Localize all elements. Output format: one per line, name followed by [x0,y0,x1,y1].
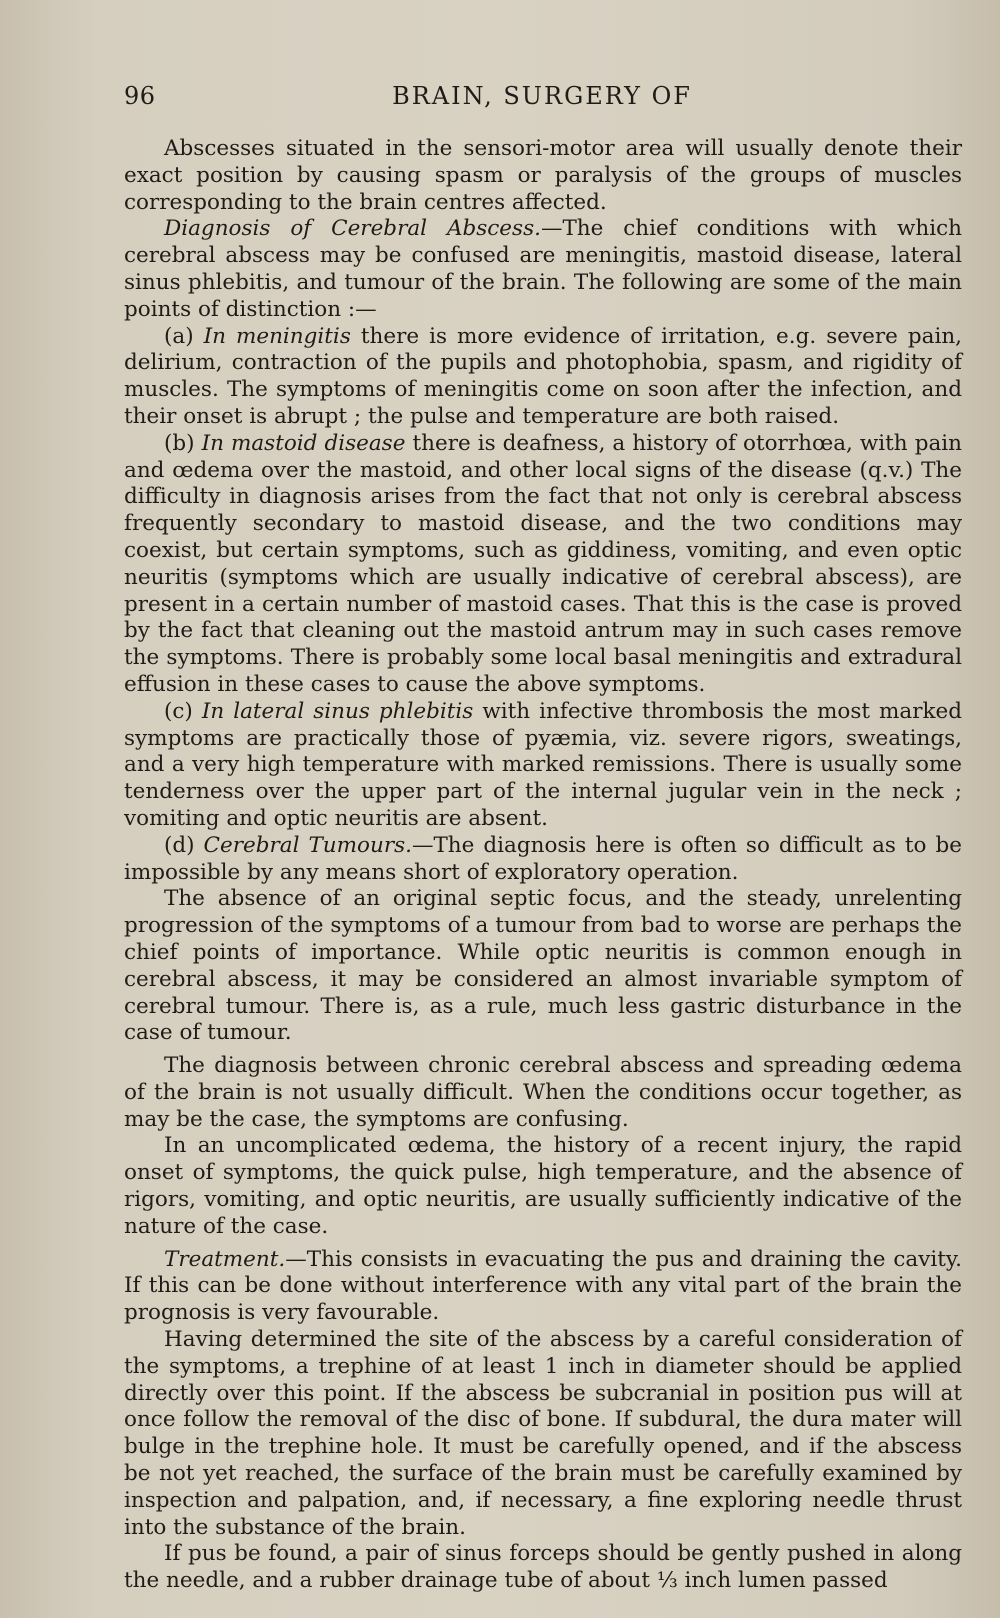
paragraph-trephine: Having determined the site of the abscess by a careful consideration of the symptoms, a trephine of at least 1 inch in diameter should be applied directly over this point. If the abscess be subcranial in position pus will at once follow the removal of the disc of bone. If subdural, the dura mater will bulge in the trephine hole. It must be carefully opened, and if the abscess be not yet reached, the surface of the brain must be carefully examined by inspection and palpation, and, if necessary, a fine exploring needle thrust into the substance of the brain. [124,1327,962,1540]
paragraph-uncomplicated-oedema: In an uncomplicated œdema, the history of a recent injury, the rapid onset of symptoms, the quick pulse, high temperature, and the absence of rigors, vomiting, and optic neuritis, are usually sufficiently indicative of the nature of the case. [124,1133,962,1239]
paragraph-sinus-phlebitis: (c) In lateral sinus phlebitis with infective thrombosis the most marked symptoms are practically those of pyæmia, viz. severe rigors, sweatings, and a very high temperature with marked remissions. There is usually some tenderness over the upper part of the internal jugular vein in the neck ; vomiting and optic neuritis are absent. [124,698,963,831]
section-heading: Diagnosis of Cerebral Abscess. [164,216,541,242]
paragraph-tumours: (d) Cerebral Tumours.—The diagnosis here is often so difficult as to be impossible by any means short of exploratory operation. [124,832,962,885]
paragraph-mastoid: (b) In mastoid disease there is deafness, a history of otorrhœa, with pain and œdema over the mastoid, and other local signs of the disease (q.v.) The difficulty in diagnosis arises from the fact that not only is cerebral abscess frequently secondary to mastoid disease, and the two conditions may coexist, but certain symptoms, such as giddiness, vomiting, and even optic neuritis (symptoms which are usually indicative of cerebral abscess), are present in a certain number of mastoid cases. That this is the case is proved by the fact that cleaning out the mastoid antrum may in such cases remove the symptoms. There is probably some local basal meningitis and extradural effusion in these cases to cause the above symptoms. [124,430,962,697]
body-text [124,136,962,1595]
paragraph-sensori-motor: Abscesses situated in the sensori-motor area will usually denote their exact position by causing spasm or paralysis of the groups of muscles corresponding to the brain centres affected. [124,136,962,215]
page-number: 96 [124,82,156,110]
page-header [124,82,960,116]
paragraph-diagnosis: Diagnosis of Cerebral Abscess.—The chief conditions with which cerebral abscess may be confused are meningitis, mastoid disease, lateral sinus phlebitis, and tumour of the brain. The following are some of the main points of distinction :— [124,216,962,322]
paragraph-pus-found: If pus be found, a pair of sinus forceps should be gently pushed in along the needle, and a rubber drainage tube of about ⅓ inch lumen passed [124,1541,962,1594]
paragraph-septic-focus: The absence of an original septic focus, and the steady, unrelenting progression of the symptoms of a tumour from bad to worse are perhaps the chief points of importance. While optic neuritis is common enough in cerebral abscess, it may be considered an almost invariable symptom of cerebral tumour. There is, as a rule, much less gastric disturbance in the case of tumour. [124,886,962,1046]
section-heading: Treatment. [164,1246,286,1272]
paragraph-meningitis: (a) In meningitis there is more evidence of irritation, e.g. severe pain, delirium, contraction of the pupils and photophobia, spasm, and rigidity of muscles. The symptoms of meningitis come on soon after the infection, and their onset is abrupt ; the pulse and temperature are both raised. [124,323,962,429]
running-head: BRAIN, SURGERY OF [392,82,692,110]
paragraph-treatment: Treatment.—This consists in evacuating the pus and draining the cavity. If this can be done without interference with any vital part of the brain the prognosis is very favourable. [124,1246,962,1326]
paragraph-oedema-diagnosis: The diagnosis between chronic cerebral abscess and spreading œdema of the brain is not usually difficult. When the conditions occur together, as may be the case, the symptoms are confusing. [124,1053,962,1132]
